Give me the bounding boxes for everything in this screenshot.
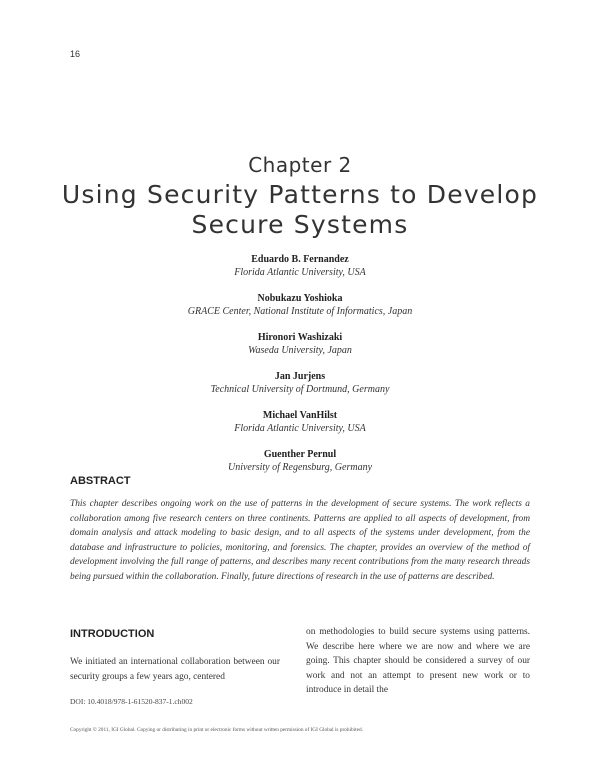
page-number: 16 (70, 49, 81, 59)
author-entry (0, 331, 600, 370)
author-affiliation: GRACE Center, National Institute of Informatics, Japan (187, 306, 413, 317)
author-entry (0, 292, 600, 331)
author-name: Michael VanHilst (262, 410, 338, 421)
author-name: Jan Jurjens (274, 371, 326, 382)
abstract-heading: ABSTRACT (70, 475, 131, 487)
abstract-text: This chapter describes ongoing work on the use of patterns in the development of secure systems. The work reflects a collaboration among five research centers on three continents. Patterns are applied to all aspects of development, from domain analysis and attack modeling to basic design, and to all aspects of the systems under development, from the database and infrastructure to policies, monitoring, and forensics. The chapter, provides an overview of the method of development involving the full range of patterns, and describes many recent contributions from the many research threads being pursued within the collaboration. Finally, future directions of research in the use of patterns are described. (70, 499, 530, 582)
copyright-footer: Copyright © 2011, IGI Global. Copying or distributing in print or electronic forms without written permission of IGI Global is prohibited. (70, 727, 363, 733)
chapter-title: Using Security Patterns to Develop Secure Systems (61, 180, 539, 239)
author-entry (0, 253, 600, 292)
author-affiliation: Florida Atlantic University, USA (234, 423, 366, 434)
author-name: Hironori Washizaki (257, 332, 343, 343)
author-affiliation: Technical University of Dortmund, Germany (210, 384, 390, 395)
author-entry (0, 409, 600, 448)
chapter-label: Chapter 2 (248, 153, 352, 177)
author-name: Guenther Pernul (263, 449, 337, 460)
doi-line: DOI: 10.4018/978-1-61520-837-1.ch002 (70, 697, 193, 706)
author-name: Eduardo B. Fernandez (251, 254, 349, 265)
author-list (0, 253, 600, 487)
introduction-left-column: We initiated an international collaboration between our security groups a few years ago, centered (70, 657, 280, 682)
introduction-right-column: on methodologies to build secure systems using patterns. We describe here where we are now and where we are going. This chapter should be considered a survey of our work and not an attempt to present new work or to introduce in detail the (306, 627, 530, 695)
author-affiliation: Florida Atlantic University, USA (234, 267, 366, 278)
author-affiliation: Waseda University, Japan (248, 345, 352, 356)
author-entry (0, 370, 600, 409)
introduction-heading: INTRODUCTION (70, 628, 155, 640)
author-name: Nobukazu Yoshioka (257, 293, 343, 304)
author-affiliation: University of Regensburg, Germany (227, 462, 373, 473)
